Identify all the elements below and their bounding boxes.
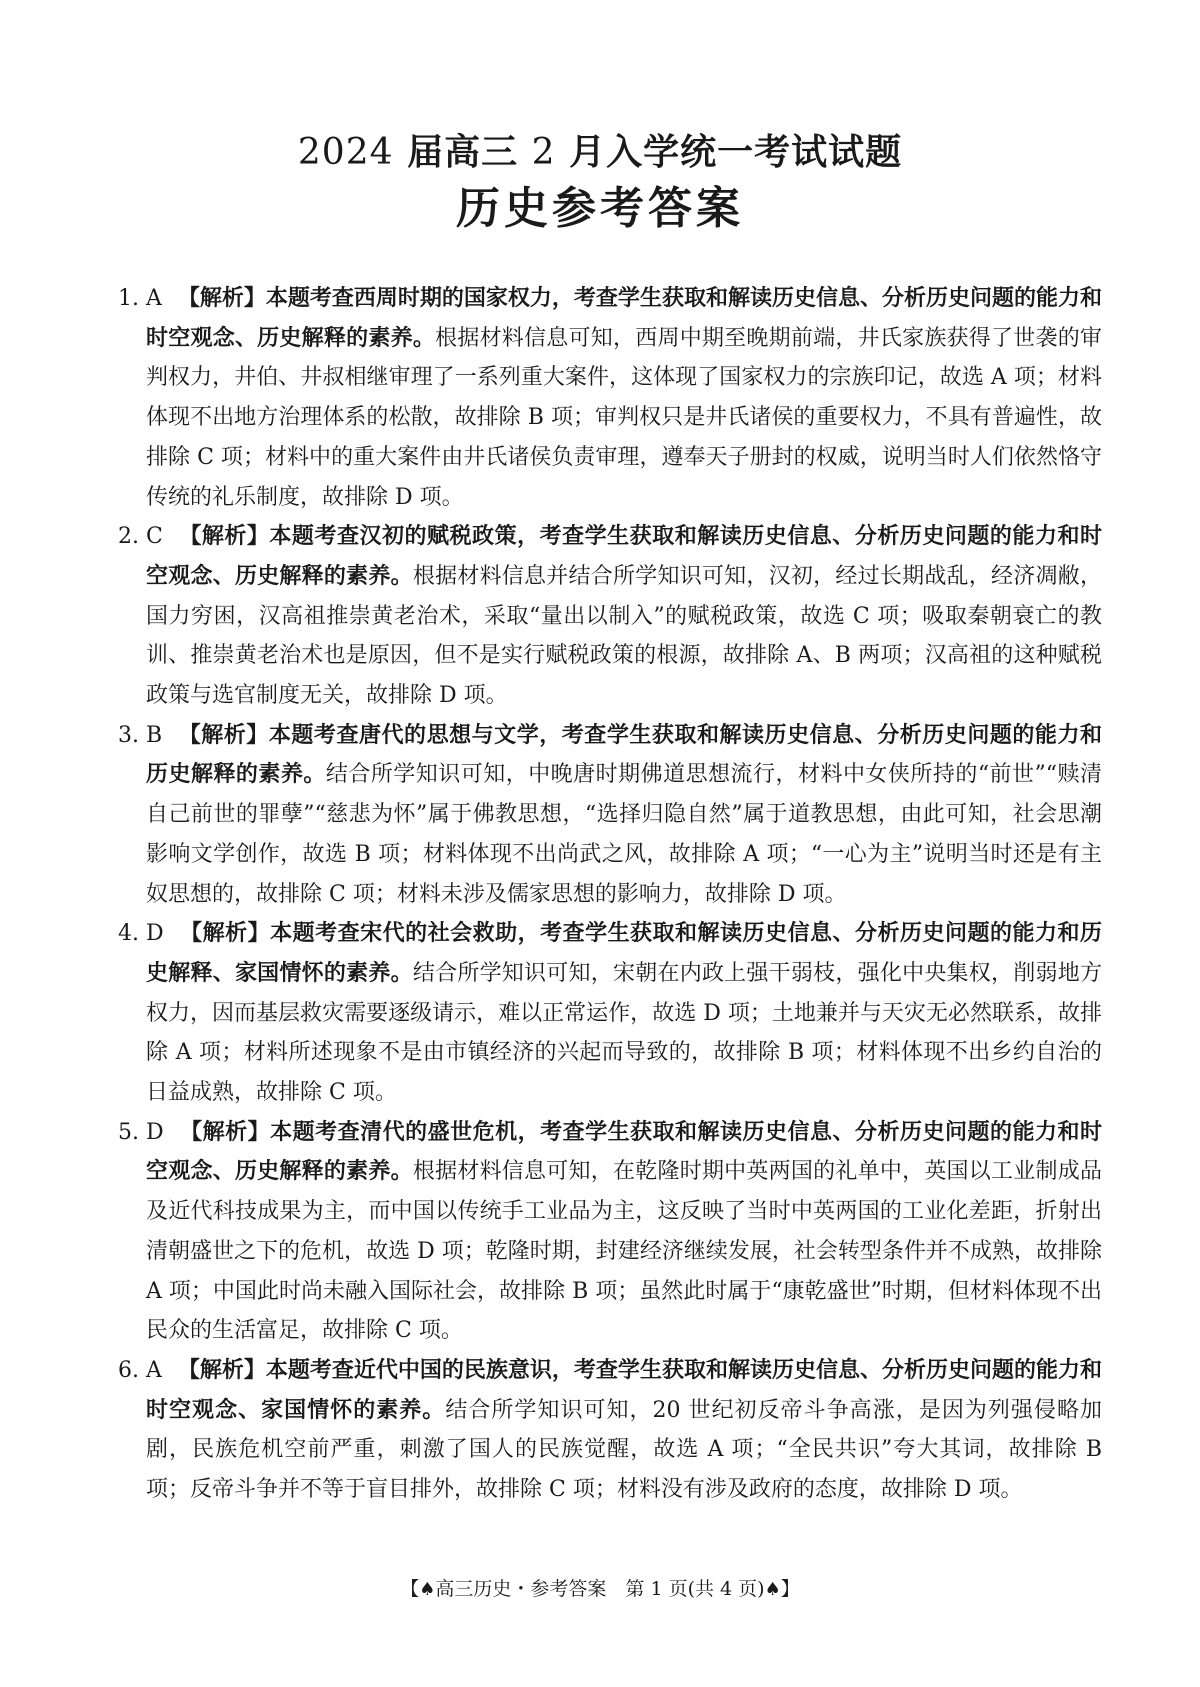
answer-item-5	[118, 1113, 1102, 1351]
analysis-body: 结合所学知识可知，中晚唐时期佛道思想流行，材料中女侠所持的“前世”“赎清自己前世的罪孽”“慈悲为怀”属于佛教思想，“选择归隐自然”属于道教思想，由此可知，社会思潮影响文学创作，故选 B 项；材料体现不出尚武之风，故排除 A 项；“一心为主”说明当时还是有主奴思想的，故排除 C 项；材料未涉及儒家思想的影响力，故排除 D 项。	[146, 762, 1102, 907]
analysis-lead: 本题考查近代中国的民族意识，考查学生获取和解读历史信息、分析历史问题的能力和时空观念、家国情怀的素养。	[146, 1356, 1102, 1423]
analysis-body: 根据材料信息可知，西周中期至晚期前端，井氏家族获得了世袭的审判权力，井伯、井叔相继审理了一系列重大案件，这体现了国家权力的宗族印记，故选 A 项；材料体现不出地方治理体系的松散，故排除 B 项；审判权只是井氏诸侯的重要权力，不具有普遍性，故排除 C 项；材料中的重大案件由井氏诸侯负责审理，遵奉天子册封的权威，说明当时人们依然恪守传统的礼乐制度，故排除 D 项。	[146, 325, 1102, 510]
analysis-tag: 【解析】	[179, 1118, 271, 1145]
answer-letter: C	[146, 524, 163, 550]
analysis-lead: 本题考查西周时期的国家权力，考查学生获取和解读历史信息、分析历史问题的能力和时空观念、历史解释的素养。	[146, 285, 1102, 351]
answer-item-3	[118, 716, 1102, 915]
answer-letter: D	[146, 921, 164, 947]
exam-year: 2024	[297, 132, 394, 173]
exam-title	[0, 128, 1200, 177]
analysis-tag: 【解析】	[178, 721, 269, 748]
analysis-body: 结合所学知识可知，宋朝在内政上强干弱枝，强化中央集权，削弱地方权力，因而基层救灾需要逐级请示，难以正常运作，故选 D 项；土地兼并与天灾无必然联系，故排除 A 项；材料所述现象不是由市镇经济的兴起而导致的，故排除 B 项；材料体现不出乡约自治的日益成熟，故排除 C 项。	[146, 960, 1102, 1106]
answer-letter: D	[146, 1119, 164, 1145]
page-footer	[0, 1575, 1200, 1604]
analysis-body: 结合所学知识可知，20 世纪初反帝斗争高涨，是因为列强侵略加剧，民族危机空前严重，刺激了国人的民族觉醒，故选 A 项；“全民共识”夸大其词，故排除 B 项；反帝斗争并不等于盲目排外，故排除 C 项；材料没有涉及政府的态度，故排除 D 项。	[146, 1397, 1102, 1503]
footer-text: 高三历史・参考答案 第 1 页(共 4 页)	[435, 1578, 765, 1600]
analysis-lead: 本题考查宋代的社会救助，考查学生获取和解读历史信息、分析历史问题的能力和历史解释、家国情怀的素养。	[146, 920, 1102, 986]
analysis-lead: 本题考查清代的盛世危机，考查学生获取和解读历史信息、分析历史问题的能力和时空观念、历史解释的素养。	[146, 1118, 1102, 1185]
spade-icon: ♠	[419, 1579, 436, 1600]
answer-item-2	[118, 517, 1102, 716]
analysis-tag: 【解析】	[177, 1356, 266, 1383]
answer-number: 6.	[118, 1357, 139, 1383]
footer-bracket-close: 】	[780, 1578, 800, 1600]
exam-month: 2	[531, 132, 556, 173]
exam-title-part1: 届高三	[407, 131, 519, 173]
analysis-body: 根据材料信息并结合所学知识可知，汉初，经过长期战乱，经济凋敝，国力穷困，汉高祖推崇黄老治术，采取“量出以制入”的赋税政策，故选 C 项；吸取秦朝衰亡的教训、推崇黄老治术也是原因，但不是实行赋税政策的根源，故排除 A、B 两项；汉高祖的这种赋税政策与选官制度无关，故排除 D 项。	[146, 563, 1102, 709]
exam-title-part2: 月入学统一考试试题	[569, 131, 903, 173]
answer-number: 2.	[118, 524, 139, 550]
answer-letter: A	[146, 286, 162, 311]
answer-number: 3.	[118, 722, 139, 748]
analysis-lead: 本题考查唐代的思想与文学，考查学生获取和解读历史信息、分析历史问题的能力和历史解释的素养。	[146, 721, 1102, 788]
page-header	[0, 128, 1200, 237]
footer-bracket-open: 【	[400, 1578, 420, 1600]
answer-item-6	[118, 1351, 1102, 1510]
answer-number: 1.	[118, 286, 139, 311]
analysis-tag: 【解析】	[179, 920, 271, 947]
answer-number: 4.	[118, 921, 139, 947]
analysis-tag: 【解析】	[178, 523, 270, 550]
analysis-body: 根据材料信息可知，在乾隆时期中英两国的礼单中，英国以工业制成品及近代科技成果为主，而中国以传统手工业品为主，这反映了当时中英两国的工业化差距，折射出清朝盛世之下的危机，故选 D 项；乾隆时期，封建经济继续发展，社会转型条件并不成熟，故排除 A 项；中国此时尚未融入国际社会，故排除 B 项；虽然此时属于“康乾盛世”时期，但材料体现不出民众的生活富足，故排除 C 项。	[146, 1159, 1102, 1344]
answer-item-4	[118, 914, 1102, 1113]
analysis-tag: 【解析】	[177, 285, 266, 311]
answer-letter: B	[146, 722, 163, 748]
answer-item-1	[118, 279, 1102, 517]
analysis-lead: 本题考查汉初的赋税政策，考查学生获取和解读历史信息、分析历史问题的能力和时空观念、历史解释的素养。	[146, 523, 1102, 589]
answer-list	[118, 279, 1102, 1510]
answer-number: 5.	[118, 1119, 139, 1145]
spade-icon: ♠	[764, 1579, 781, 1600]
answer-letter: A	[146, 1357, 162, 1383]
answer-key-title: 历史参考答案	[456, 183, 744, 234]
